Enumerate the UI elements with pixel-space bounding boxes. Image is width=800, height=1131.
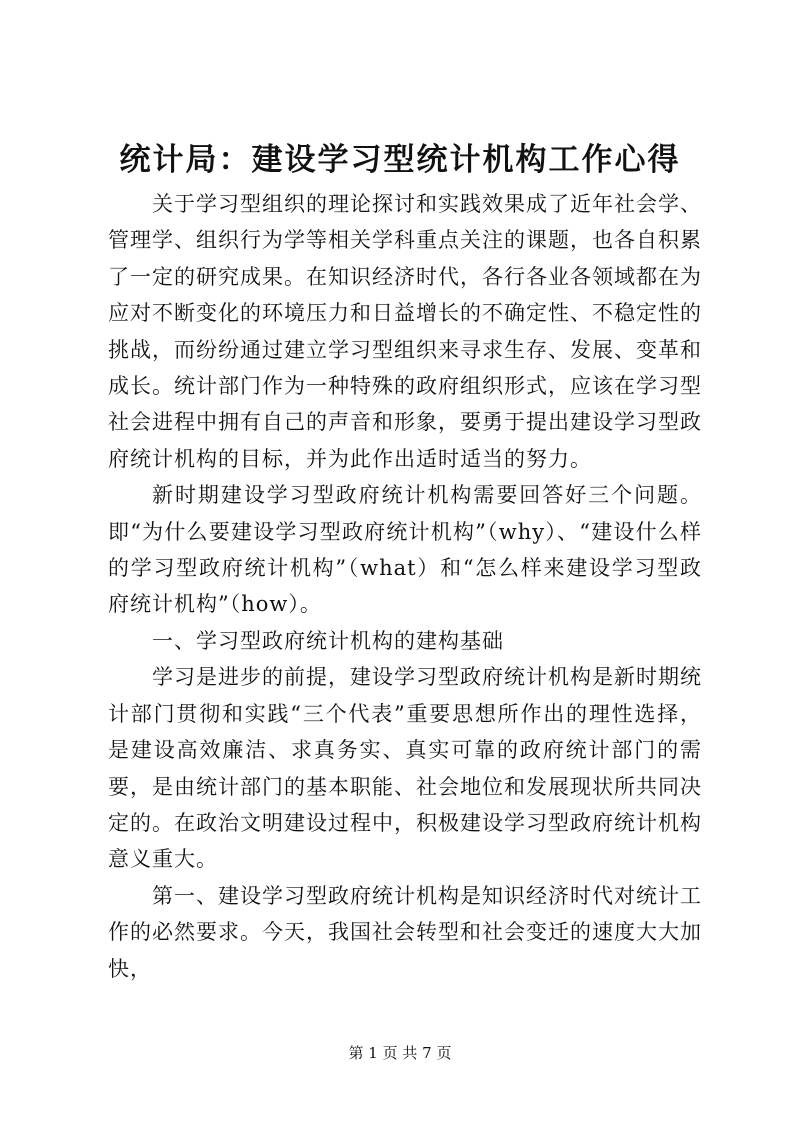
paragraph-foundation: 学习是进步的前提，建设学习型政府统计机构是新时期统计部门贯彻和实践“三个代表”重要思想所作出的理性选择，是建设高效廉洁、求真务实、真实可靠的政府统计部门的需要，是由统计部门的基本职能、社会地位和发展现状所共同决定的。在政治文明建设过程中，积极建设学习型政府统计机构意义重大。	[108, 665, 702, 872]
paragraph-first-point: 第一、建设学习型政府统计机构是知识经济时代对统计工作的必然要求。今天，我国社会转型和社会变迁的速度大大加快，	[108, 883, 702, 981]
document-body	[108, 186, 702, 987]
section-heading: 一、学习型政府统计机构的建构基础	[152, 628, 504, 653]
page-footer: 第 1 页 共 7 页	[348, 1044, 452, 1062]
document-title: 统计局：建设学习型统计机构工作心得	[119, 142, 681, 178]
paragraph-intro: 关于学习型组织的理论探讨和实践效果成了近年社会学、管理学、组织行为学等相关学科重点关注的课题，也各自积累了一定的研究成果。在知识经济时代，各行各业各领域都在为应对不断变化的环境压力和日益增长的不确定性、不稳定性的挑战，而纷纷通过建立学习型组织来寻求生存、发展、变革和成长。统计部门作为一种特殊的政府组织形式，应该在学习型社会进程中拥有自己的声音和形象，要勇于提出建设学习型政府统计机构的目标，并为此作出适时适当的努力。	[108, 192, 702, 471]
paragraph-three-questions: 新时期建设学习型政府统计机构需要回答好三个问题。即“为什么要建设学习型政府统计机构”（why）、“建设什么样的学习型政府统计机构”（what）和“怎么样来建设学习型政府统计机构”（how）。	[108, 483, 702, 617]
